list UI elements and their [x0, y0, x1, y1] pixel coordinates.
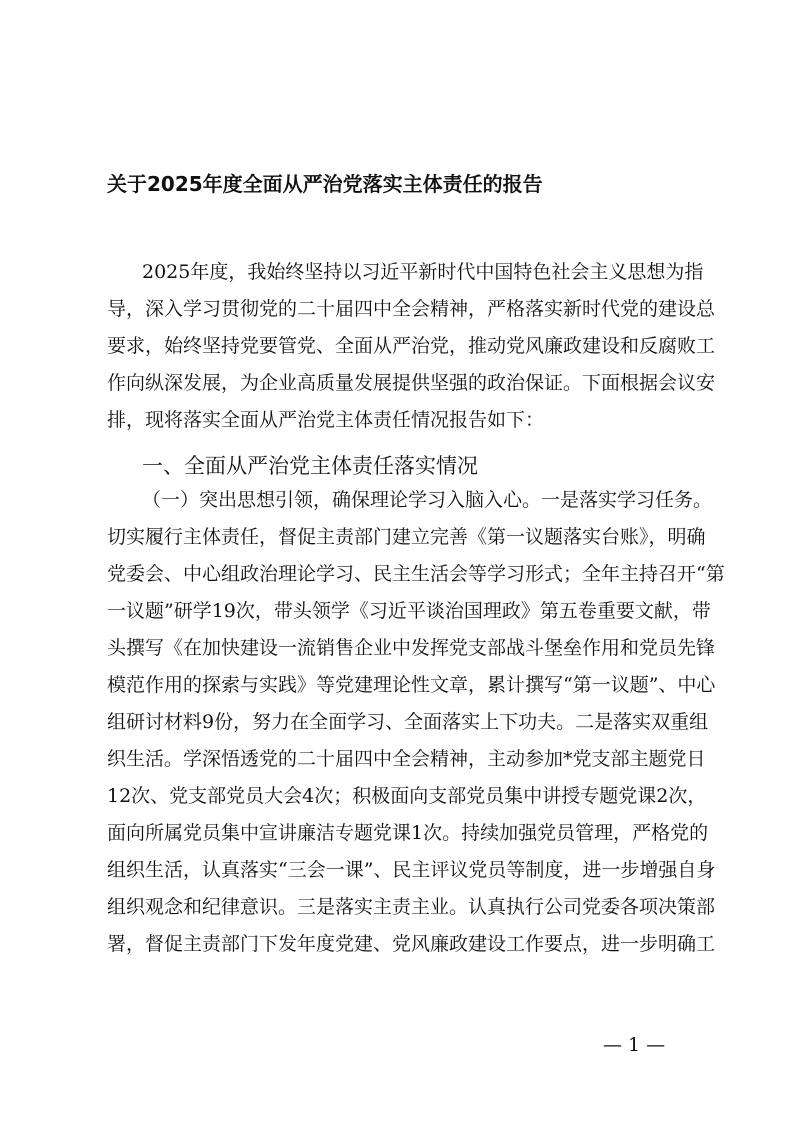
- text-line: 党委会、中心组政治理论学习、民主生活会等学习形式；全年主持召开“第: [107, 563, 725, 585]
- text-line: 组研讨材料9份，努力在全面学习、全面落实上下功夫。二是落实双重组: [107, 711, 709, 733]
- text-line: 组织观念和纪律意识。三是落实主责主业。认真执行公司党委各项决策部: [107, 896, 716, 918]
- text-line: （一）突出思想引领，确保理论学习入脑入心。一是落实学习任务。: [142, 489, 713, 511]
- text-line: 切实履行主体责任，督促主责部门建立完善《第一议题落实台账》，明确: [107, 526, 706, 548]
- text-line: 织生活。学深悟透党的二十届四中全会精神，主动参加*党支部主题党日: [107, 748, 706, 770]
- text-line: 导，深入学习贯彻党的二十届四中全会精神，严格落实新时代党的建设总: [107, 298, 716, 320]
- text-line: 要求，始终坚持党要管党、全面从严治党，推动党风廉政建设和反腐败工: [107, 335, 716, 357]
- section-heading: 一、全面从严治党主体责任落实情况: [142, 454, 478, 478]
- page-number: — 1 —: [603, 1034, 666, 1056]
- text-line: 12次、党支部党员大会4次；积极面向支部党员集中讲授专题党课2次，: [107, 785, 707, 807]
- text-line: 一议题”研学19次，带头领学《习近平谈治国理政》第五卷重要文献，带: [107, 600, 711, 622]
- text-line: 作向纵深发展，为企业高质量发展提供坚强的政治保证。下面根据会议安: [107, 372, 716, 394]
- document-title: 关于2025年度全面从严治党落实主体责任的报告: [107, 172, 543, 196]
- text-line: 署，督促主责部门下发年度党建、党风廉政建设工作要点，进一步明确工: [107, 933, 716, 955]
- text-line: 排，现将落实全面从严治党主体责任情况报告如下：: [107, 409, 545, 431]
- text-line: 头撰写《在加快建设一流销售企业中发挥党支部战斗堡垒作用和党员先锋: [107, 637, 716, 659]
- text-line: 组织生活，认真落实“三会一课”、民主评议党员等制度，进一步增强自身: [107, 859, 716, 881]
- text-line: 面向所属党员集中宣讲廉洁专题党课1次。持续加强党员管理，严格党的: [107, 822, 709, 844]
- text-line: 模范作用的探索与实践》等党建理论性文章，累计撰写“第一议题”、中心: [107, 674, 716, 696]
- text-line: 2025年度，我始终坚持以习近平新时代中国特色社会主义思想为指: [142, 261, 704, 283]
